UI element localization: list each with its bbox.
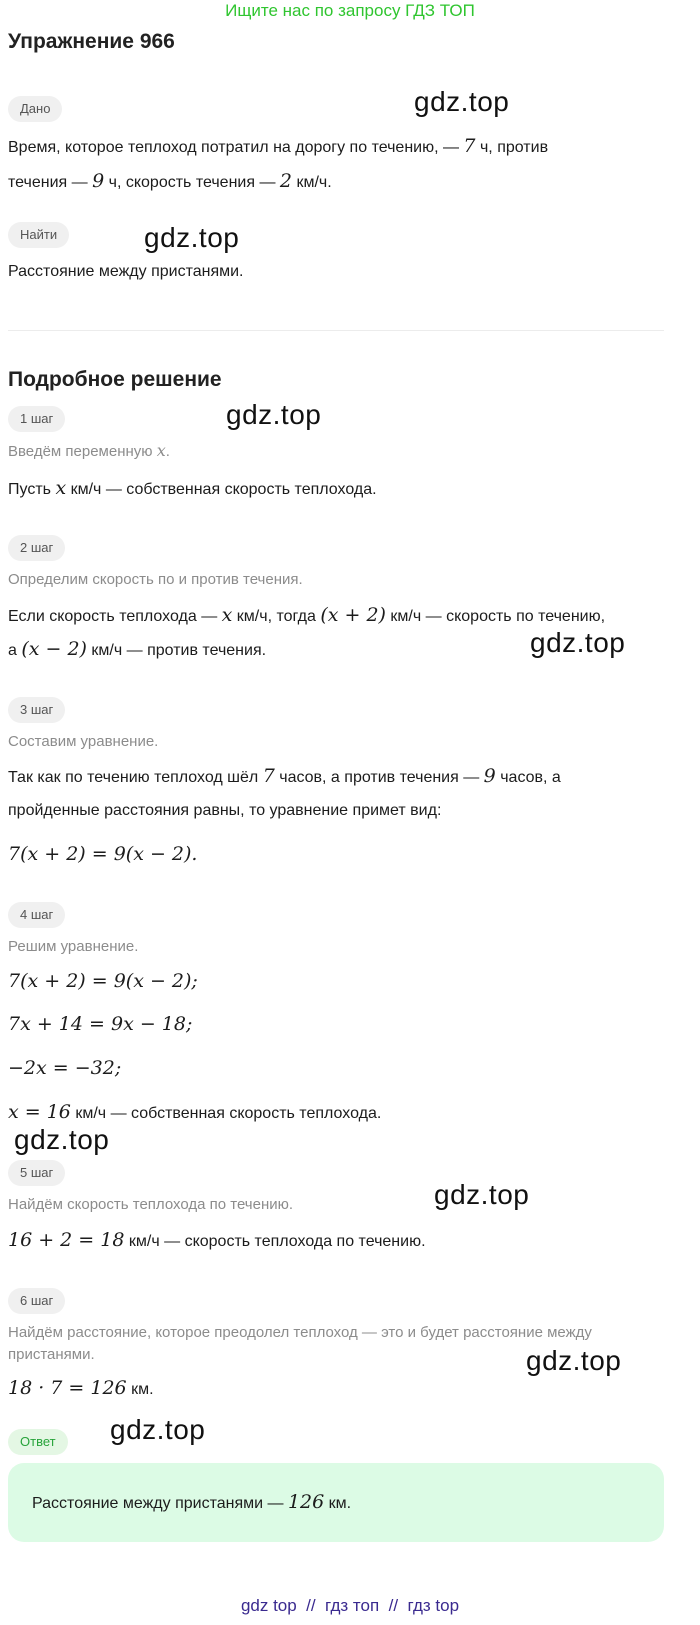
answer-label: Расстояние между пристанями — [32, 1495, 288, 1512]
step-4-result [8, 1094, 688, 1132]
step-6-text [8, 1370, 688, 1408]
step-1-badge-wrap [8, 406, 65, 432]
step-4-badge-wrap [8, 902, 65, 928]
step-4-badge: 4 шаг [8, 902, 65, 928]
step-2-hint: Определим скорость по и против течения. [8, 571, 303, 588]
step-6-badge: 6 шаг [8, 1288, 65, 1314]
step-text: км/ч — собственная скорость теплохода. [70, 1105, 382, 1122]
math-equation: 7(x + 2) = 9(x − 2). [8, 843, 198, 865]
step-text: Так как по течению теплоход шёл [8, 769, 263, 786]
watermark: gdz.top [414, 86, 510, 117]
find-text: Расстояние между пристанями. [8, 263, 244, 280]
given-text: ч, против [475, 139, 549, 156]
answer-badge-wrap [8, 1429, 68, 1455]
step-text: км/ч, тогда [232, 608, 321, 625]
given-number: 2 [279, 170, 292, 192]
math-equation: x = 16 [8, 1101, 71, 1123]
step-text: Если скорость теплохода — [8, 608, 222, 625]
given-text: ч, скорость течения — [104, 174, 280, 191]
watermark: gdz.top [110, 1414, 206, 1445]
hint-text: . [165, 443, 170, 460]
given-line-2 [8, 163, 688, 201]
math-variable: x [221, 604, 233, 626]
given-number: 7 [463, 135, 476, 157]
step-1-text [8, 470, 688, 508]
step-4-eq-3 [8, 1050, 688, 1088]
step-text: км. [126, 1381, 154, 1398]
math-equation: 16 + 2 = 18 [8, 1229, 125, 1251]
math-equation: −2x = −32; [8, 1057, 122, 1079]
step-text: км/ч — собственная скорость теплохода. [66, 481, 377, 498]
step-text: а [8, 642, 22, 659]
answer-unit: км. [324, 1495, 352, 1512]
math-number: 7 [262, 765, 275, 787]
step-4-hint: Решим уравнение. [8, 938, 139, 955]
math-expression: (x + 2) [320, 604, 386, 626]
step-4-eq-2 [8, 1006, 688, 1044]
divider [8, 330, 664, 331]
given-badge: Дано [8, 96, 62, 122]
math-variable: x [55, 477, 67, 499]
watermark: gdz.top [226, 399, 322, 430]
footer-links[interactable]: gdz top // гдз топ // гдз top [240, 1596, 460, 1615]
math-equation: 7x + 14 = 9x − 18; [8, 1013, 193, 1035]
step-1-badge: 1 шаг [8, 406, 65, 432]
step-3-equation [8, 836, 688, 874]
find-badge: Найти [8, 222, 69, 248]
step-1-hint [8, 440, 668, 463]
hint-text: Введём переменную [8, 443, 157, 460]
step-3-line-1 [8, 758, 688, 796]
search-banner: Ищите нас по запросу ГДЗ ТОП [225, 1, 475, 20]
step-5-hint: Найдём скорость теплохода по течению. [8, 1196, 294, 1213]
math-variable: x [156, 441, 166, 460]
watermark: gdz.top [144, 222, 240, 253]
step-2-badge: 2 шаг [8, 535, 65, 561]
given-badge-wrap [8, 96, 62, 122]
step-3-line-2: пройденные расстояния равны, то уравнение примет вид: [8, 802, 442, 819]
step-5-badge: 5 шаг [8, 1160, 65, 1186]
watermark: gdz.top [530, 627, 626, 658]
step-text: км/ч — скорость по течению, [385, 608, 606, 625]
watermark: gdz.top [434, 1179, 530, 1210]
step-3-hint: Составим уравнение. [8, 733, 159, 750]
math-number: 9 [483, 765, 496, 787]
step-text: км/ч — против течения. [86, 642, 267, 659]
given-text: Время, которое теплоход потратил на дорогу по течению, — [8, 139, 464, 156]
step-3-badge-wrap [8, 697, 65, 723]
step-text: часов, а против течения — [274, 769, 484, 786]
given-text: течения — [8, 174, 93, 191]
step-6-hint: Найдём расстояние, которое преодолел теплоход — это и будет расстояние между пристанями. [8, 1324, 592, 1363]
math-equation: 7(x + 2) = 9(x − 2); [8, 970, 198, 992]
math-equation: 18 · 7 = 126 [8, 1377, 127, 1399]
given-number: 9 [92, 170, 105, 192]
watermark: gdz.top [14, 1124, 110, 1155]
given-line-1 [8, 128, 688, 166]
answer-text [32, 1491, 351, 1513]
solution-title: Подробное решение [8, 368, 222, 391]
step-2-badge-wrap [8, 535, 65, 561]
math-expression: (x − 2) [21, 638, 87, 660]
step-text: Пусть [8, 481, 56, 498]
step-text: км/ч — скорость теплохода по течению. [124, 1233, 426, 1250]
answer-badge: Ответ [8, 1429, 68, 1455]
watermark: gdz.top [526, 1345, 622, 1376]
step-5-badge-wrap [8, 1160, 65, 1186]
step-3-badge: 3 шаг [8, 697, 65, 723]
step-6-badge-wrap [8, 1288, 65, 1314]
step-text: часов, а [495, 769, 561, 786]
given-text: км/ч. [292, 174, 332, 191]
page-title: Упражнение 966 [8, 30, 175, 53]
step-5-text [8, 1222, 688, 1260]
answer-number: 126 [287, 1491, 325, 1513]
find-badge-wrap [8, 222, 69, 248]
step-2-line-2 [8, 631, 266, 669]
step-4-eq-1 [8, 963, 688, 1001]
